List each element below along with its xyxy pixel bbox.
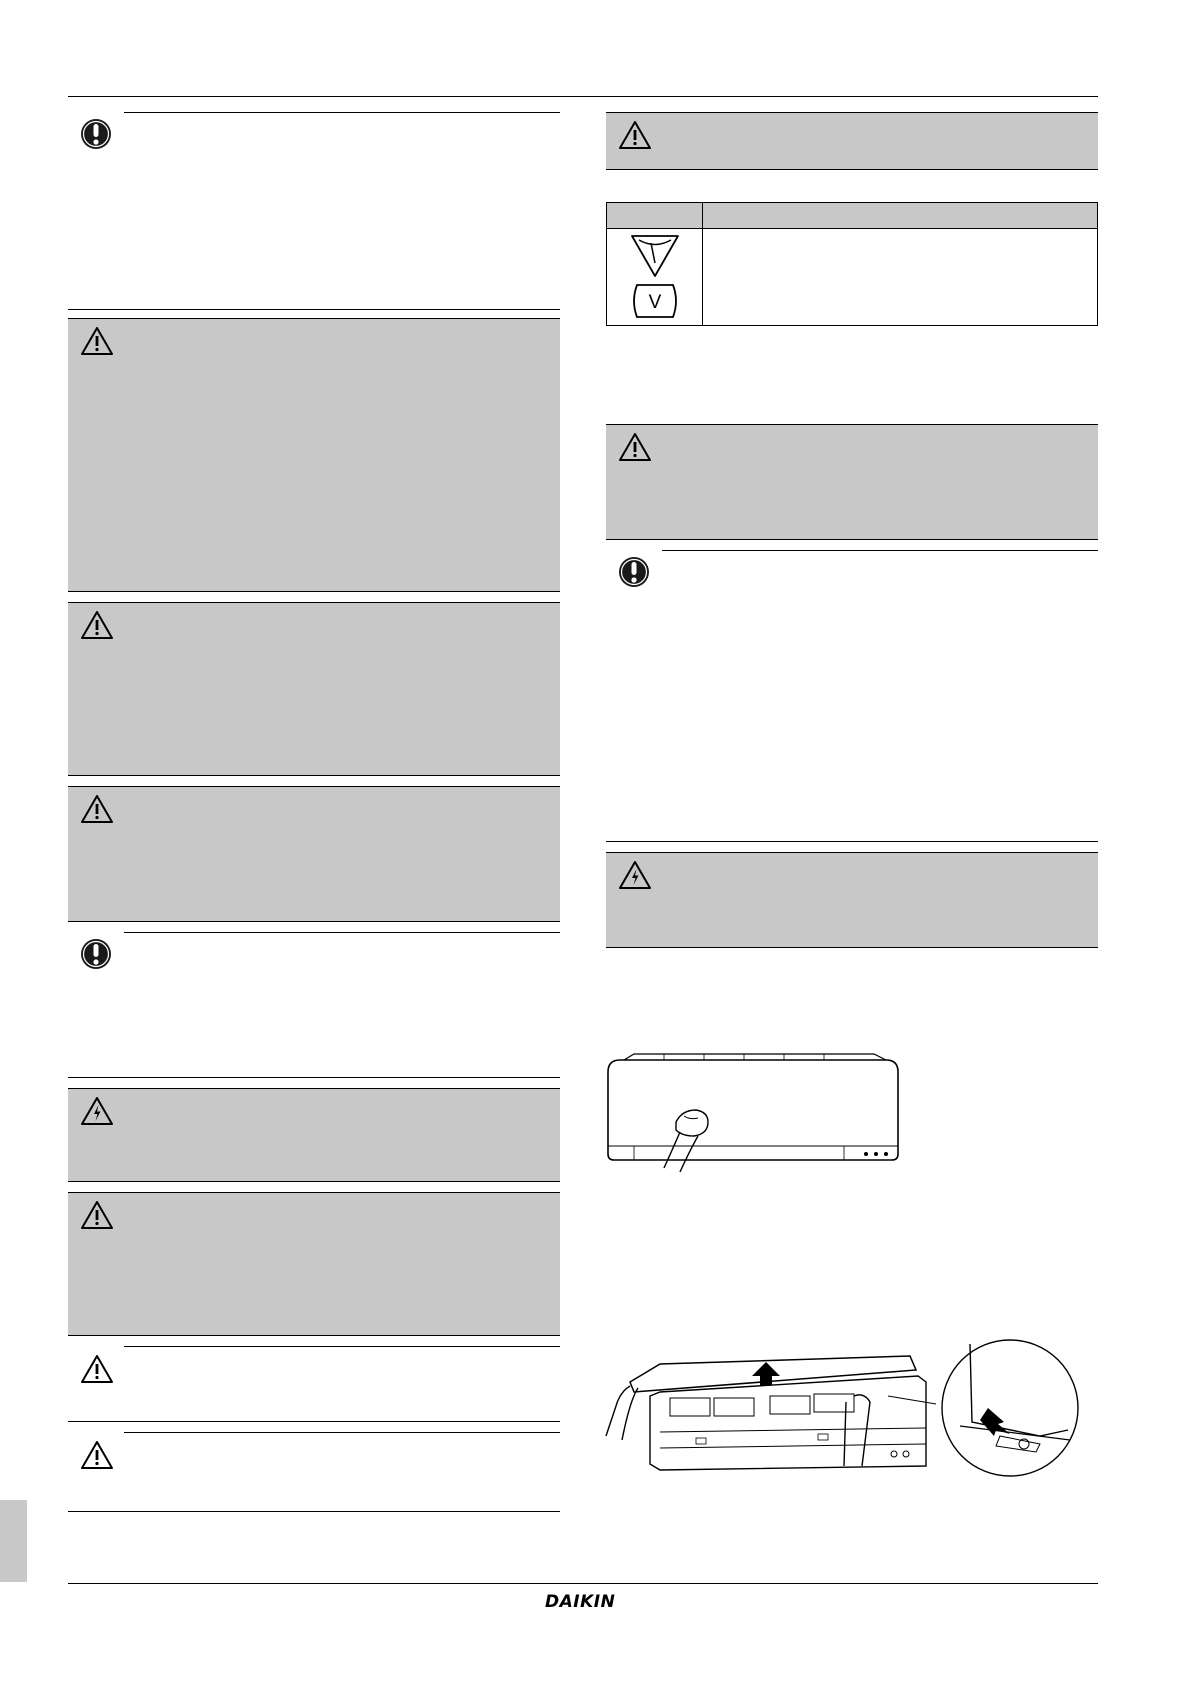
warning-triangle-icon xyxy=(80,326,114,356)
warning-triangle-icon xyxy=(80,1440,114,1470)
notice-block-r1 xyxy=(606,550,1098,842)
warning-triangle-icon xyxy=(80,1354,114,1384)
symbol-table-header xyxy=(607,203,1097,229)
exclamation-icon xyxy=(80,118,112,150)
wipe-unit-illustration xyxy=(604,1050,904,1185)
caution-block-2 xyxy=(68,602,560,776)
notice-top-rule xyxy=(124,112,560,113)
notice-block-2 xyxy=(68,932,560,1078)
electric-warning-icon xyxy=(80,1096,114,1126)
caution-block-4 xyxy=(68,1192,560,1336)
warning-triangle-icon xyxy=(80,610,114,640)
warning-triangle-icon xyxy=(80,1200,114,1230)
daikin-logo: DAIKIN xyxy=(545,1592,616,1612)
exclamation-icon xyxy=(80,938,112,970)
voltage-symbol-letter: V xyxy=(648,292,662,313)
section-side-tab xyxy=(0,1500,27,1582)
notice-bottom-rule xyxy=(68,309,560,310)
symbol-table-divider xyxy=(702,203,703,325)
warning-triangle-icon xyxy=(80,794,114,824)
warning-triangle-icon xyxy=(618,432,652,462)
electric-block-1 xyxy=(68,1088,560,1182)
warning-triangle-icon xyxy=(618,120,652,150)
caution-block-3 xyxy=(68,786,560,922)
caution-block-r1 xyxy=(606,112,1098,170)
exclamation-icon xyxy=(618,556,650,588)
header-rule xyxy=(68,96,1098,97)
notice-block-1 xyxy=(68,112,560,310)
footer-rule xyxy=(68,1583,1098,1584)
caution-block-1 xyxy=(68,318,560,592)
voltage-meter-icon xyxy=(629,283,681,319)
electric-warning-icon xyxy=(618,860,652,890)
electric-block-r1 xyxy=(606,852,1098,948)
caution-block-r2 xyxy=(606,424,1098,540)
gauge-triangle-icon xyxy=(629,233,681,279)
caution-block-6 xyxy=(68,1432,560,1512)
open-front-panel-illustration xyxy=(600,1336,1100,1501)
symbol-table xyxy=(606,202,1098,326)
caution-block-5 xyxy=(68,1346,560,1422)
